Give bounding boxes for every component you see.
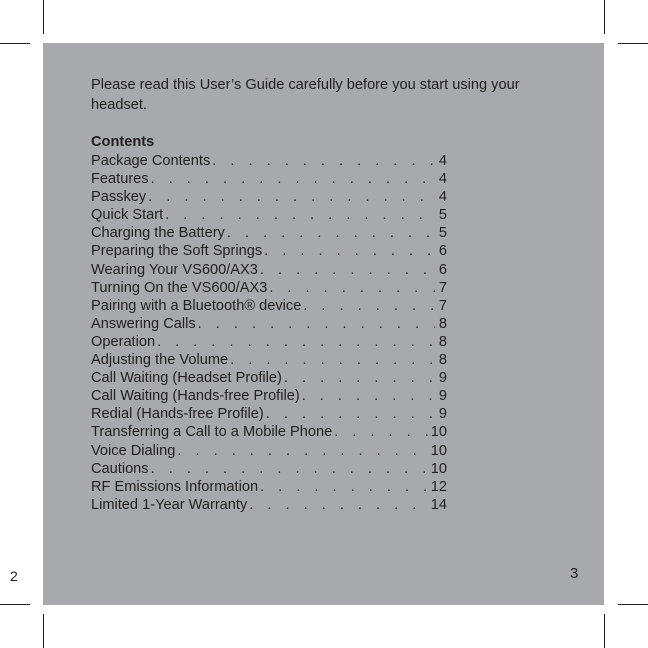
toc-entry (91, 369, 447, 387)
intro-paragraph: Please read this User’s Guide carefully before you start using your headset. (91, 77, 520, 113)
crop-mark (618, 43, 648, 44)
toc-entry (91, 188, 447, 206)
toc-entry-label: Transferring a Call to a Mobile Phone (91, 424, 333, 441)
toc-leader-dots (212, 152, 435, 170)
toc-entry (91, 152, 447, 170)
crop-mark (0, 43, 30, 44)
toc-leader-dots (269, 279, 435, 297)
toc-entry-label: Turning On the VS600/AX3 (91, 279, 268, 296)
toc-entry-label: Preparing the Soft Springs (91, 243, 263, 260)
contents-heading: Contents (91, 134, 155, 150)
toc-entry-page: 6 (438, 243, 447, 260)
toc-entry-label: Redial (Hands-free Profile) (91, 406, 264, 423)
toc-entry-label: Cautions (91, 460, 149, 477)
toc-entry-label: Voice Dialing (91, 442, 176, 459)
toc-entry-label: Call Waiting (Hands-free Profile) (91, 388, 300, 405)
toc-entry-page: 4 (438, 189, 447, 206)
facing-page-number: 2 (10, 568, 18, 584)
toc-leader-dots (227, 224, 435, 242)
toc-entry-label: Features (91, 171, 149, 188)
toc-entry-page: 8 (438, 333, 447, 350)
toc-entry (91, 315, 447, 333)
toc-entry-label: Adjusting the Volume (91, 352, 229, 369)
toc-entry (91, 242, 447, 260)
toc-entry-label: Limited 1-Year Warranty (91, 496, 248, 513)
toc-entry-page: 5 (438, 207, 447, 224)
document-page (43, 43, 604, 605)
toc-entry-page: 9 (438, 388, 447, 405)
toc-entry (91, 170, 447, 188)
toc-leader-dots (284, 369, 435, 387)
toc-entry (91, 387, 447, 405)
crop-mark (604, 0, 605, 34)
toc-leader-dots (249, 496, 428, 514)
toc-entry-label: Operation (91, 333, 156, 350)
toc-entry-page: 6 (438, 261, 447, 278)
toc-entry (91, 333, 447, 351)
toc-entry-label: Call Waiting (Headset Profile) (91, 370, 282, 387)
toc-entry-label: Passkey (91, 189, 147, 206)
toc-entry (91, 351, 447, 369)
toc-entry-label: Package Contents (91, 153, 211, 169)
toc-leader-dots (198, 315, 435, 333)
toc-leader-dots (148, 188, 435, 206)
toc-leader-dots (230, 351, 435, 369)
toc-entry (91, 496, 447, 514)
toc-leader-dots (266, 405, 435, 423)
toc-entry-label: Charging the Battery (91, 225, 225, 242)
toc-entry-page: 14 (430, 496, 447, 513)
toc-entry-page: 10 (430, 424, 447, 441)
toc-leader-dots (260, 261, 435, 279)
table-of-contents (91, 152, 447, 514)
toc-entry (91, 297, 447, 315)
toc-leader-dots (260, 478, 429, 496)
toc-leader-dots (264, 242, 435, 260)
crop-mark (0, 604, 30, 605)
toc-entry-page: 8 (438, 352, 447, 369)
toc-entry-page: 4 (438, 171, 447, 188)
toc-entry-label: Wearing Your VS600/AX3 (91, 261, 258, 278)
toc-entry (91, 279, 447, 297)
toc-leader-dots (177, 442, 428, 460)
toc-leader-dots (302, 387, 435, 405)
page-number: 3 (570, 565, 579, 582)
toc-entry-page: 9 (438, 406, 447, 423)
toc-entry (91, 206, 447, 224)
toc-entry-label: Answering Calls (91, 315, 196, 332)
toc-entry-page: 8 (438, 315, 447, 332)
crop-mark (604, 614, 605, 648)
crop-mark (43, 614, 44, 648)
toc-leader-dots (151, 170, 435, 188)
toc-entry (91, 460, 447, 478)
toc-entry-label: Quick Start (91, 207, 164, 224)
toc-entry-page: 10 (430, 460, 447, 477)
toc-entry-label: Pairing with a Bluetooth® device (91, 297, 302, 314)
toc-entry (91, 442, 447, 460)
toc-leader-dots (165, 206, 435, 224)
toc-entry-page: 10 (430, 442, 447, 459)
crop-mark (618, 604, 648, 605)
toc-entry-page: 7 (438, 297, 447, 314)
crop-mark (43, 0, 44, 34)
toc-leader-dots (151, 460, 429, 478)
toc-leader-dots (157, 333, 435, 351)
toc-entry-page: 9 (438, 370, 447, 387)
toc-entry-page: 4 (438, 153, 447, 169)
toc-entry (91, 224, 447, 242)
toc-leader-dots (334, 423, 429, 441)
toc-entry (91, 405, 447, 423)
toc-entry-page: 7 (438, 279, 447, 296)
toc-entry (91, 423, 447, 441)
toc-entry-label: RF Emissions Information (91, 478, 259, 495)
toc-entry (91, 478, 447, 496)
toc-entry-page: 5 (438, 225, 447, 242)
toc-entry (91, 261, 447, 279)
toc-leader-dots (303, 297, 435, 315)
toc-entry-page: 12 (430, 478, 447, 495)
